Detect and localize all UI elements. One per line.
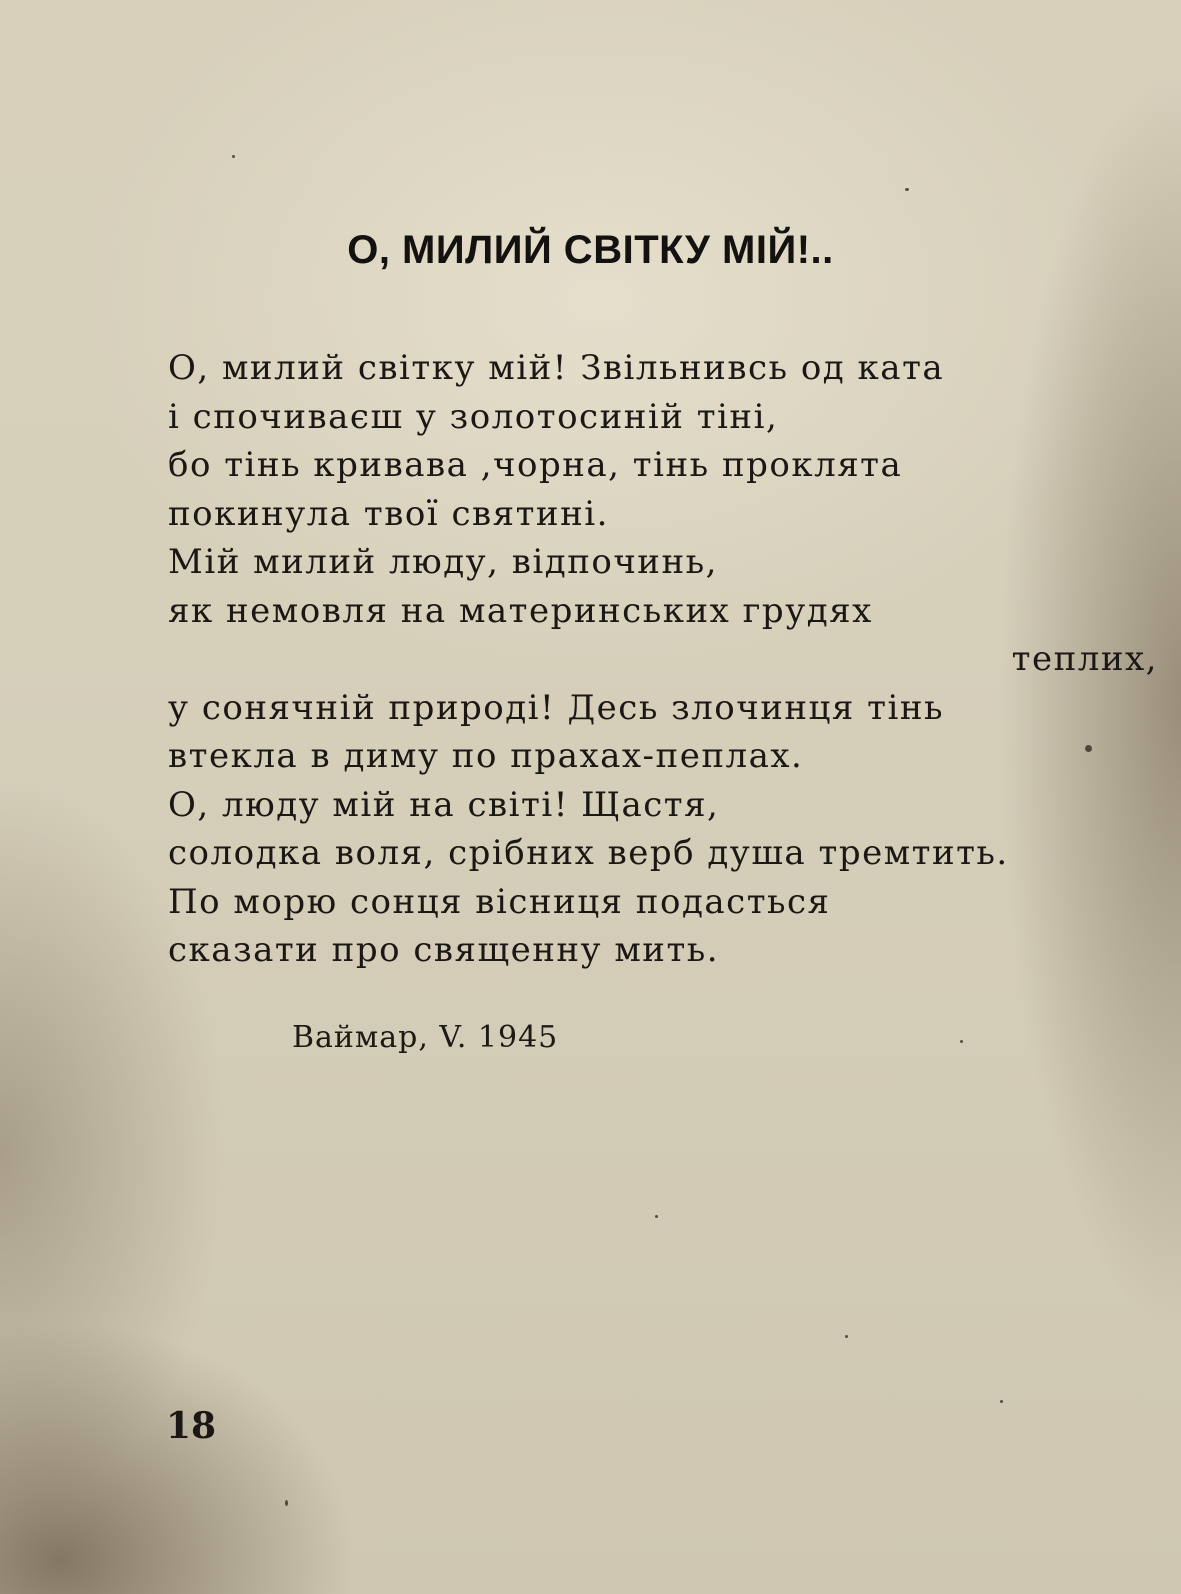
ink-speck	[905, 188, 909, 191]
poem-title: О, МИЛИЙ СВІТКУ МІЙ!..	[347, 228, 834, 272]
poem-line: і спочиваєш у золотосиній тіні,	[168, 396, 779, 437]
poem-line: О, люду мій на світі! Щастя,	[168, 784, 720, 825]
page-number: 18	[166, 1405, 217, 1447]
ink-speck	[845, 1335, 848, 1338]
poem-line: бо тінь кривава ,чорна, тінь проклята	[168, 445, 903, 485]
poem-line: О, милий світку мій! Звільнивсь од ката	[168, 348, 945, 388]
place-and-date: Ваймар, V. 1945	[292, 1020, 559, 1055]
poem-line: солодка воля, срібних верб душа тремтить.	[168, 833, 1009, 873]
ink-speck	[232, 155, 235, 158]
ink-speck	[1000, 1400, 1003, 1403]
poem-line: покинула твої святині.	[168, 493, 609, 534]
ink-speck	[285, 1500, 288, 1506]
poem-line: сказати про священну мить.	[168, 930, 720, 970]
poem-line: втекла в диму по прахах-пеплах.	[168, 736, 804, 776]
ink-speck	[655, 1215, 658, 1218]
poem-line: як немовля на материнських грудях	[168, 590, 873, 631]
poem-line: По морю сонця вісниця подасться	[168, 881, 831, 922]
ink-speck	[960, 1040, 963, 1043]
poem-body	[168, 344, 1158, 975]
poem-line: Мій милий люду, відпочинь,	[168, 542, 718, 582]
poem-line: у сонячній природі! Десь злочинця тінь	[168, 687, 945, 728]
poem-line-continuation: теплих,	[1011, 639, 1158, 679]
